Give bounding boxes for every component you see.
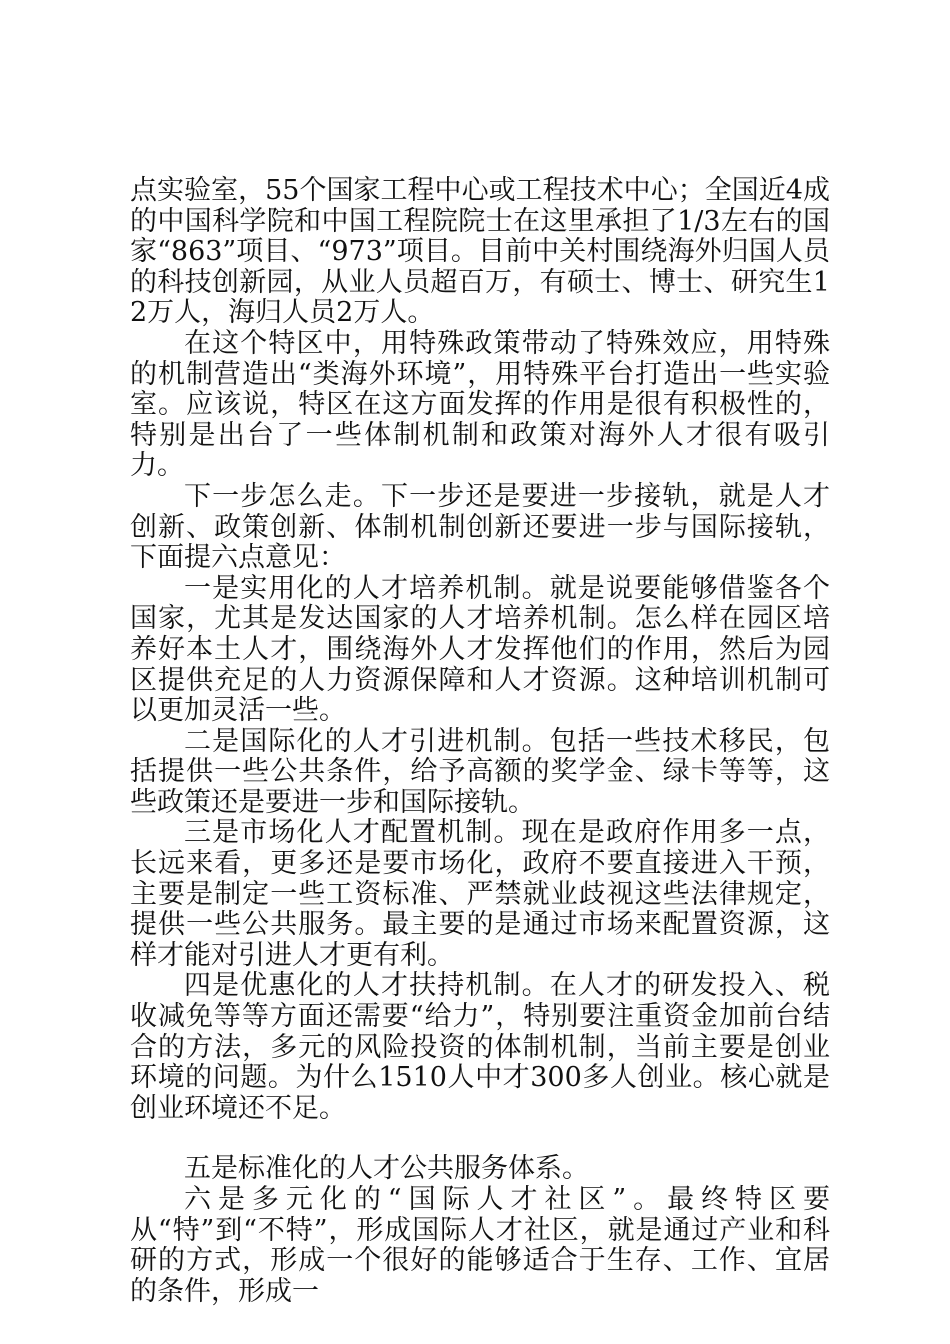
paragraph-1: 点实验室，55个国家工程中心或工程技术中心；全国近4成的中国科学院和中国工程院院士在这里承担了1/3左右的国家“863”项目、“973”项目。目前中关村围绕海外归国人员的科技创新园，从业人员超百万，有硕士、博士、研究生12万人，海归人员2万人。 [130,175,830,329]
paragraph-spacer [130,1124,830,1154]
paragraph-3: 下一步怎么走。下一步还是要进一步接轨，就是人才创新、政策创新、体制机制创新还要进一步与国际接轨，下面提六点意见： [130,480,830,574]
paragraph-2: 在这个特区中，用特殊政策带动了特殊效应，用特殊的机制营造出“类海外环境”，用特殊平台打造出一些实验室。应该说，特区在这方面发挥的作用是很有积极性的，特别是出台了一些体制机制和政策对海外人才很有吸引力。 [130,327,830,482]
paragraph-4: 一是实用化的人才培养机制。就是说要能够借鉴各个国家，尤其是发达国家的人才培养机制。怎么样在园区培养好本土人才，围绕海外人才发挥他们的作用，然后为园区提供充足的人力资源保障和人才资源。这种培训机制可以更加灵活一些。 [130,572,830,727]
document-body [130,176,830,1307]
paragraph-9: 六是多元化的“国际人才社区”。最终特区要从“特”到“不特”，形成国际人才社区，就是通过产业和科研的方式，形成一个很好的能够适合于生存、工作、宜居的条件，形成一 [130,1184,830,1307]
paragraph-5: 二是国际化的人才引进机制。包括一些技术移民，包括提供一些公共条件，给予高额的奖学金、绿卡等等，这些政策还是要进一步和国际接轨。 [130,725,830,818]
paragraph-7: 四是优惠化的人才扶持机制。在人才的研发投入、税收减免等等方面还需要“给力”，特别要注重资金加前台结合的方法，多元的风险投资的体制机制，当前主要是创业环境的问题。为什么1510人中才300多人创业。核心就是创业环境还不足。 [130,970,830,1124]
paragraph-8: 五是标准化的人才公共服务体系。 [184,1153,589,1185]
paragraph-6: 三是市场化人才配置机制。现在是政府作用多一点，长远来看，更多还是要市场化，政府不要直接进入干预，主要是制定一些工资标准、严禁就业歧视这些法律规定，提供一些公共服务。最主要的是通过市场来配置资源，这样才能对引进人才更有利。 [130,817,830,971]
